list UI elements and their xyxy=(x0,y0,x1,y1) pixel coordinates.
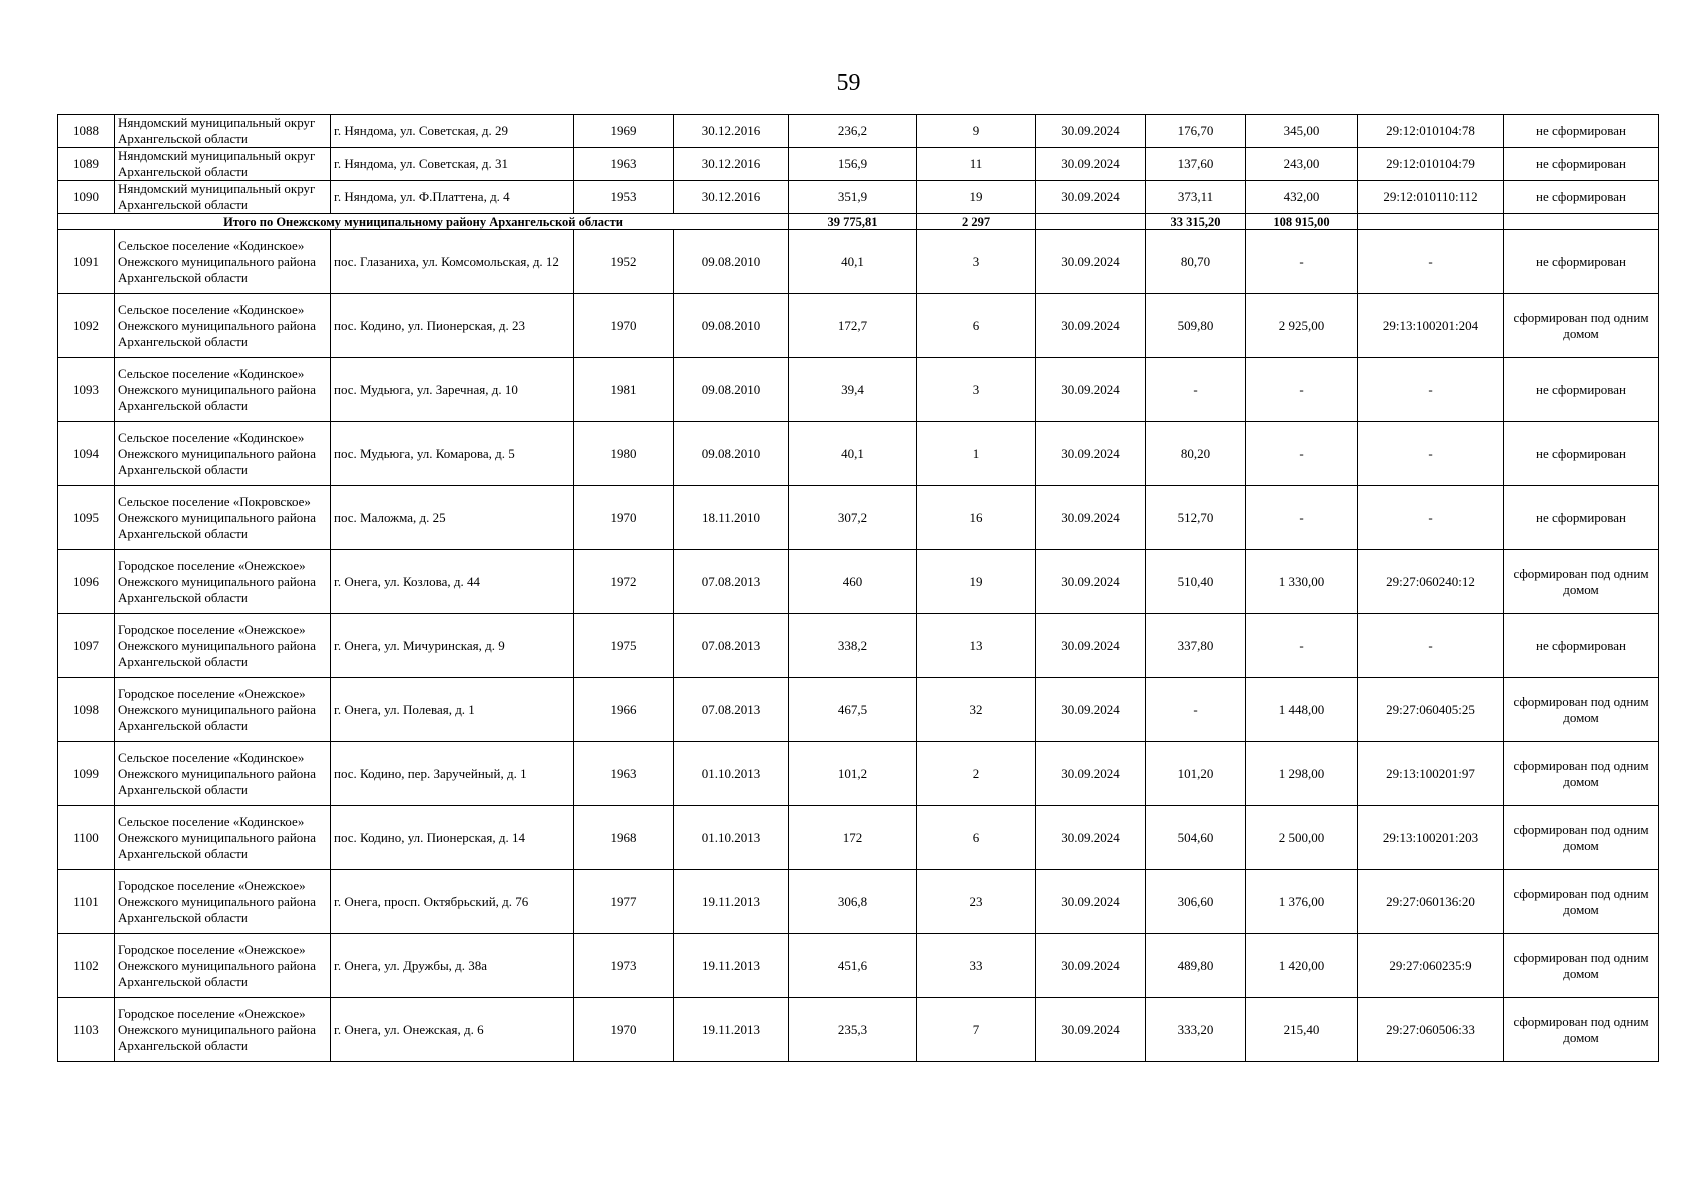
year-cell: 1977 xyxy=(574,870,674,934)
year-cell: 1963 xyxy=(574,742,674,806)
deadline-cell: 30.09.2024 xyxy=(1036,422,1146,486)
area2-cell: 137,60 xyxy=(1146,148,1246,181)
address-cell: г. Няндома, ул. Советская, д. 29 xyxy=(331,115,574,148)
residents-cell: 16 xyxy=(917,486,1036,550)
area-cell: 235,3 xyxy=(789,998,917,1062)
deadline-cell: 30.09.2024 xyxy=(1036,806,1146,870)
area2-cell: 509,80 xyxy=(1146,294,1246,358)
row-number: 1099 xyxy=(58,742,115,806)
owner-cell: Городское поселение «Онежское» Онежского муниципального района Архангельской области xyxy=(115,998,331,1062)
recognition-date-cell: 09.08.2010 xyxy=(674,230,789,294)
total-area: 39 775,81 xyxy=(789,214,917,230)
area-cell: 467,5 xyxy=(789,678,917,742)
land-area-cell: 243,00 xyxy=(1246,148,1358,181)
owner-cell: Городское поселение «Онежское» Онежского муниципального района Архангельской области xyxy=(115,678,331,742)
residents-cell: 2 xyxy=(917,742,1036,806)
deadline-cell: 30.09.2024 xyxy=(1036,294,1146,358)
land-area-cell: 432,00 xyxy=(1246,181,1358,214)
table-row xyxy=(58,742,1659,806)
address-cell: г. Онега, ул. Полевая, д. 1 xyxy=(331,678,574,742)
land-area-cell: 345,00 xyxy=(1246,115,1358,148)
residents-cell: 7 xyxy=(917,998,1036,1062)
address-cell: пос. Мудьюга, ул. Комарова, д. 5 xyxy=(331,422,574,486)
table-row xyxy=(58,115,1659,148)
recognition-date-cell: 01.10.2013 xyxy=(674,742,789,806)
row-number: 1097 xyxy=(58,614,115,678)
address-cell: пос. Кодино, пер. Заручейный, д. 1 xyxy=(331,742,574,806)
address-cell: г. Няндома, ул. Советская, д. 31 xyxy=(331,148,574,181)
row-number: 1098 xyxy=(58,678,115,742)
area-cell: 460 xyxy=(789,550,917,614)
table-row xyxy=(58,550,1659,614)
land-area-cell: 2 925,00 xyxy=(1246,294,1358,358)
land-area-cell: - xyxy=(1246,614,1358,678)
address-cell: г. Онега, ул. Дружбы, д. 38а xyxy=(331,934,574,998)
deadline-cell: 30.09.2024 xyxy=(1036,550,1146,614)
cadastral-number-cell: 29:27:060235:9 xyxy=(1358,934,1504,998)
land-status-cell: сформирован под одним домом xyxy=(1504,806,1659,870)
address-cell: г. Онега, ул. Мичуринская, д. 9 xyxy=(331,614,574,678)
land-status-cell: не сформирован xyxy=(1504,230,1659,294)
recognition-date-cell: 09.08.2010 xyxy=(674,422,789,486)
row-number: 1100 xyxy=(58,806,115,870)
deadline-cell: 30.09.2024 xyxy=(1036,934,1146,998)
table-row xyxy=(58,358,1659,422)
year-cell: 1970 xyxy=(574,294,674,358)
residents-cell: 1 xyxy=(917,422,1036,486)
residents-cell: 6 xyxy=(917,294,1036,358)
cadastral-number-cell: 29:13:100201:204 xyxy=(1358,294,1504,358)
table-row xyxy=(58,486,1659,550)
residents-cell: 3 xyxy=(917,230,1036,294)
owner-cell: Сельское поселение «Кодинское» Онежского муниципального района Архангельской области xyxy=(115,358,331,422)
cadastral-number-cell: 29:27:060506:33 xyxy=(1358,998,1504,1062)
land-area-cell: - xyxy=(1246,422,1358,486)
residents-cell: 19 xyxy=(917,550,1036,614)
address-cell: пос. Мудьюга, ул. Заречная, д. 10 xyxy=(331,358,574,422)
row-number: 1101 xyxy=(58,870,115,934)
total-area2: 33 315,20 xyxy=(1146,214,1246,230)
row-number: 1095 xyxy=(58,486,115,550)
residents-cell: 13 xyxy=(917,614,1036,678)
land-area-cell: - xyxy=(1246,230,1358,294)
year-cell: 1953 xyxy=(574,181,674,214)
land-status-cell: сформирован под одним домом xyxy=(1504,678,1659,742)
owner-cell: Сельское поселение «Кодинское» Онежского муниципального района Архангельской области xyxy=(115,742,331,806)
owner-cell: Сельское поселение «Кодинское» Онежского муниципального района Архангельской области xyxy=(115,294,331,358)
deadline-cell: 30.09.2024 xyxy=(1036,614,1146,678)
area-cell: 451,6 xyxy=(789,934,917,998)
total-empty-cell xyxy=(1358,214,1504,230)
recognition-date-cell: 01.10.2013 xyxy=(674,806,789,870)
residents-cell: 32 xyxy=(917,678,1036,742)
recognition-date-cell: 07.08.2013 xyxy=(674,678,789,742)
cadastral-number-cell: 29:27:060405:25 xyxy=(1358,678,1504,742)
table-row xyxy=(58,294,1659,358)
owner-cell: Няндомский муниципальный округ Архангельской области xyxy=(115,181,331,214)
table-row xyxy=(58,870,1659,934)
land-area-cell: 1 448,00 xyxy=(1246,678,1358,742)
land-area-cell: 1 376,00 xyxy=(1246,870,1358,934)
area2-cell: 504,60 xyxy=(1146,806,1246,870)
housing-registry-table xyxy=(57,114,1659,1062)
address-cell: г. Онега, ул. Онежская, д. 6 xyxy=(331,998,574,1062)
owner-cell: Няндомский муниципальный округ Архангельской области xyxy=(115,148,331,181)
total-land-area: 108 915,00 xyxy=(1246,214,1358,230)
cadastral-number-cell: 29:27:060136:20 xyxy=(1358,870,1504,934)
deadline-cell: 30.09.2024 xyxy=(1036,148,1146,181)
area2-cell: 333,20 xyxy=(1146,998,1246,1062)
deadline-cell: 30.09.2024 xyxy=(1036,742,1146,806)
recognition-date-cell: 09.08.2010 xyxy=(674,294,789,358)
cadastral-number-cell: 29:13:100201:97 xyxy=(1358,742,1504,806)
deadline-cell: 30.09.2024 xyxy=(1036,678,1146,742)
residents-cell: 19 xyxy=(917,181,1036,214)
area-cell: 172 xyxy=(789,806,917,870)
cadastral-number-cell: - xyxy=(1358,358,1504,422)
land-status-cell: не сформирован xyxy=(1504,115,1659,148)
page-number: 59 xyxy=(836,70,861,96)
address-cell: пос. Маложма, д. 25 xyxy=(331,486,574,550)
owner-cell: Сельское поселение «Кодинское» Онежского муниципального района Архангельской области xyxy=(115,422,331,486)
land-status-cell: не сформирован xyxy=(1504,614,1659,678)
land-status-cell: не сформирован xyxy=(1504,358,1659,422)
recognition-date-cell: 19.11.2013 xyxy=(674,870,789,934)
table-row xyxy=(58,422,1659,486)
area2-cell: 101,20 xyxy=(1146,742,1246,806)
recognition-date-cell: 30.12.2016 xyxy=(674,115,789,148)
residents-cell: 9 xyxy=(917,115,1036,148)
total-empty-cell xyxy=(1504,214,1659,230)
land-status-cell: не сформирован xyxy=(1504,422,1659,486)
land-area-cell: - xyxy=(1246,358,1358,422)
area-cell: 338,2 xyxy=(789,614,917,678)
recognition-date-cell: 07.08.2013 xyxy=(674,550,789,614)
area-cell: 306,8 xyxy=(789,870,917,934)
address-cell: г. Няндома, ул. Ф.Платтена, д. 4 xyxy=(331,181,574,214)
cadastral-number-cell: - xyxy=(1358,230,1504,294)
area-cell: 40,1 xyxy=(789,422,917,486)
area2-cell: 80,70 xyxy=(1146,230,1246,294)
area2-cell: 337,80 xyxy=(1146,614,1246,678)
recognition-date-cell: 07.08.2013 xyxy=(674,614,789,678)
total-empty-cell xyxy=(1036,214,1146,230)
owner-cell: Городское поселение «Онежское» Онежского муниципального района Архангельской области xyxy=(115,870,331,934)
owner-cell: Сельское поселение «Покровское» Онежского муниципального района Архангельской области xyxy=(115,486,331,550)
table-row xyxy=(58,181,1659,214)
year-cell: 1981 xyxy=(574,358,674,422)
recognition-date-cell: 09.08.2010 xyxy=(674,358,789,422)
rows-after xyxy=(58,230,1659,1062)
cadastral-number-cell: - xyxy=(1358,614,1504,678)
land-status-cell: не сформирован xyxy=(1504,148,1659,181)
table-row xyxy=(58,806,1659,870)
recognition-date-cell: 19.11.2013 xyxy=(674,998,789,1062)
table-row xyxy=(58,614,1659,678)
residents-cell: 11 xyxy=(917,148,1036,181)
area-cell: 40,1 xyxy=(789,230,917,294)
address-cell: пос. Кодино, ул. Пионерская, д. 14 xyxy=(331,806,574,870)
total-label: Итого по Онежскому муниципальному району Архангельской области xyxy=(58,214,789,230)
land-area-cell: 1 330,00 xyxy=(1246,550,1358,614)
area2-cell: 512,70 xyxy=(1146,486,1246,550)
cadastral-number-cell: 29:13:100201:203 xyxy=(1358,806,1504,870)
year-cell: 1968 xyxy=(574,806,674,870)
land-area-cell: 1 420,00 xyxy=(1246,934,1358,998)
cadastral-number-cell: 29:12:010104:79 xyxy=(1358,148,1504,181)
recognition-date-cell: 30.12.2016 xyxy=(674,181,789,214)
row-number: 1088 xyxy=(58,115,115,148)
owner-cell: Няндомский муниципальный округ Архангельской области xyxy=(115,115,331,148)
land-area-cell: 2 500,00 xyxy=(1246,806,1358,870)
area2-cell: 80,20 xyxy=(1146,422,1246,486)
year-cell: 1980 xyxy=(574,422,674,486)
deadline-cell: 30.09.2024 xyxy=(1036,181,1146,214)
row-number: 1093 xyxy=(58,358,115,422)
area2-cell: - xyxy=(1146,678,1246,742)
residents-cell: 3 xyxy=(917,358,1036,422)
address-cell: г. Онега, просп. Октябрьский, д. 76 xyxy=(331,870,574,934)
owner-cell: Сельское поселение «Кодинское» Онежского муниципального района Архангельской области xyxy=(115,230,331,294)
row-number: 1096 xyxy=(58,550,115,614)
land-status-cell: сформирован под одним домом xyxy=(1504,742,1659,806)
area-cell: 156,9 xyxy=(789,148,917,181)
total-residents: 2 297 xyxy=(917,214,1036,230)
area-cell: 236,2 xyxy=(789,115,917,148)
year-cell: 1975 xyxy=(574,614,674,678)
recognition-date-cell: 18.11.2010 xyxy=(674,486,789,550)
row-number: 1094 xyxy=(58,422,115,486)
recognition-date-cell: 19.11.2013 xyxy=(674,934,789,998)
deadline-cell: 30.09.2024 xyxy=(1036,998,1146,1062)
area-cell: 307,2 xyxy=(789,486,917,550)
total-section xyxy=(58,214,1659,230)
land-status-cell: сформирован под одним домом xyxy=(1504,294,1659,358)
area-cell: 172,7 xyxy=(789,294,917,358)
table-row xyxy=(58,230,1659,294)
owner-cell: Городское поселение «Онежское» Онежского муниципального района Архангельской области xyxy=(115,614,331,678)
deadline-cell: 30.09.2024 xyxy=(1036,115,1146,148)
area2-cell: 489,80 xyxy=(1146,934,1246,998)
table-row xyxy=(58,998,1659,1062)
row-number: 1090 xyxy=(58,181,115,214)
deadline-cell: 30.09.2024 xyxy=(1036,486,1146,550)
area-cell: 351,9 xyxy=(789,181,917,214)
year-cell: 1973 xyxy=(574,934,674,998)
year-cell: 1952 xyxy=(574,230,674,294)
year-cell: 1972 xyxy=(574,550,674,614)
residents-cell: 23 xyxy=(917,870,1036,934)
row-number: 1089 xyxy=(58,148,115,181)
land-status-cell: сформирован под одним домом xyxy=(1504,550,1659,614)
deadline-cell: 30.09.2024 xyxy=(1036,358,1146,422)
land-status-cell: не сформирован xyxy=(1504,486,1659,550)
land-area-cell: 1 298,00 xyxy=(1246,742,1358,806)
land-status-cell: сформирован под одним домом xyxy=(1504,998,1659,1062)
address-cell: пос. Кодино, ул. Пионерская, д. 23 xyxy=(331,294,574,358)
table-row xyxy=(58,678,1659,742)
address-cell: пос. Глазаниха, ул. Комсомольская, д. 12 xyxy=(331,230,574,294)
area2-cell: 306,60 xyxy=(1146,870,1246,934)
residents-cell: 6 xyxy=(917,806,1036,870)
total-row xyxy=(58,214,1659,230)
cadastral-number-cell: 29:12:010104:78 xyxy=(1358,115,1504,148)
table-row xyxy=(58,934,1659,998)
row-number: 1102 xyxy=(58,934,115,998)
cadastral-number-cell: - xyxy=(1358,486,1504,550)
area2-cell: - xyxy=(1146,358,1246,422)
deadline-cell: 30.09.2024 xyxy=(1036,870,1146,934)
residents-cell: 33 xyxy=(917,934,1036,998)
area2-cell: 510,40 xyxy=(1146,550,1246,614)
cadastral-number-cell: 29:27:060240:12 xyxy=(1358,550,1504,614)
deadline-cell: 30.09.2024 xyxy=(1036,230,1146,294)
area-cell: 101,2 xyxy=(789,742,917,806)
land-area-cell: 215,40 xyxy=(1246,998,1358,1062)
row-number: 1091 xyxy=(58,230,115,294)
recognition-date-cell: 30.12.2016 xyxy=(674,148,789,181)
area2-cell: 176,70 xyxy=(1146,115,1246,148)
land-status-cell: не сформирован xyxy=(1504,181,1659,214)
cadastral-number-cell: 29:12:010110:112 xyxy=(1358,181,1504,214)
year-cell: 1966 xyxy=(574,678,674,742)
cadastral-number-cell: - xyxy=(1358,422,1504,486)
land-status-cell: сформирован под одним домом xyxy=(1504,934,1659,998)
row-number: 1092 xyxy=(58,294,115,358)
row-number: 1103 xyxy=(58,998,115,1062)
owner-cell: Городское поселение «Онежское» Онежского муниципального района Архангельской области xyxy=(115,934,331,998)
owner-cell: Городское поселение «Онежское» Онежского муниципального района Архангельской области xyxy=(115,550,331,614)
year-cell: 1970 xyxy=(574,998,674,1062)
address-cell: г. Онега, ул. Козлова, д. 44 xyxy=(331,550,574,614)
rows-before xyxy=(58,115,1659,214)
year-cell: 1963 xyxy=(574,148,674,181)
area-cell: 39,4 xyxy=(789,358,917,422)
year-cell: 1969 xyxy=(574,115,674,148)
area2-cell: 373,11 xyxy=(1146,181,1246,214)
year-cell: 1970 xyxy=(574,486,674,550)
owner-cell: Сельское поселение «Кодинское» Онежского муниципального района Архангельской области xyxy=(115,806,331,870)
land-status-cell: сформирован под одним домом xyxy=(1504,870,1659,934)
table-row xyxy=(58,148,1659,181)
land-area-cell: - xyxy=(1246,486,1358,550)
